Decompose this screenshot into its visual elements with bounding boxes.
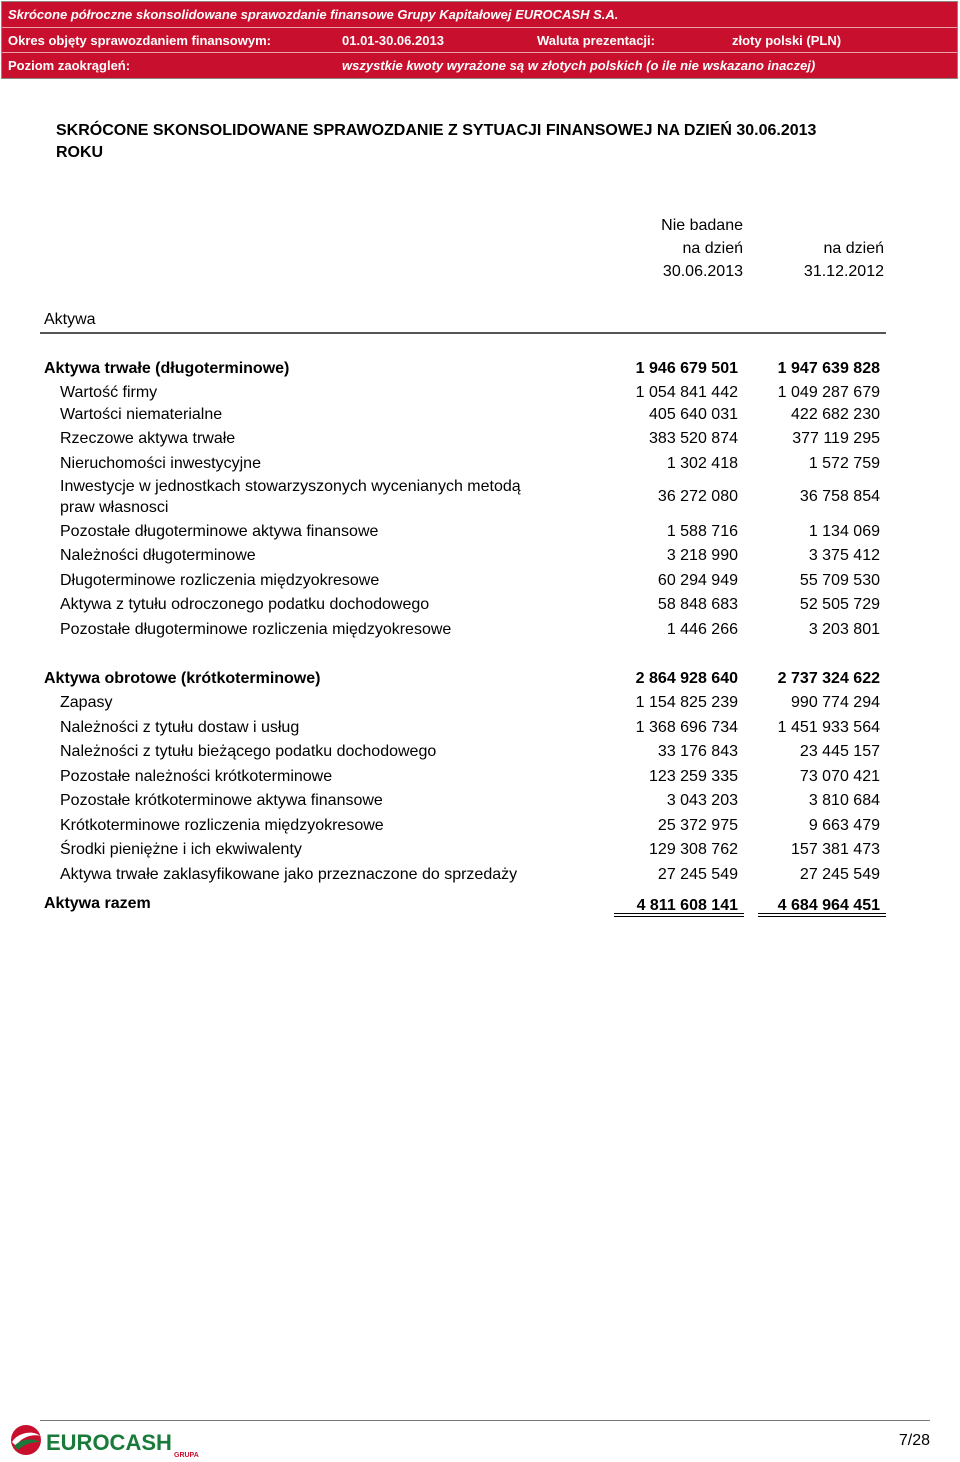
table-row: [0, 406, 960, 430]
row-label: Pozostałe należności krótkoterminowe: [60, 768, 333, 785]
col2-line2: 31.12.2012: [803, 263, 884, 280]
value-prior: 990 774 294: [791, 694, 880, 711]
value-current: 383 520 874: [649, 430, 738, 447]
header-line-rounding: [2, 52, 957, 78]
table-row: [0, 719, 960, 743]
row-label: Aktywa z tytułu odroczonego podatku dochodowego: [60, 596, 430, 613]
value-current: 1 302 418: [666, 455, 738, 472]
value-prior: 23 445 157: [799, 743, 880, 760]
value-prior: 4 684 964 451: [777, 897, 880, 914]
row-label: Pozostałe krótkoterminowe aktywa finansowe: [60, 792, 383, 809]
value-prior: 1 947 639 828: [777, 360, 880, 377]
value-prior: 9 663 479: [808, 817, 880, 834]
page-number: 7/28: [898, 1432, 930, 1449]
value-prior: 73 070 421: [799, 768, 880, 785]
value-current: 33 176 843: [657, 743, 738, 760]
row-label: Wartość firmy: [60, 384, 158, 401]
value-current: 3 043 203: [666, 792, 738, 809]
value-prior: 3 810 684: [808, 792, 880, 809]
value-current: 123 259 335: [649, 768, 738, 785]
logo-text: EUROCASH: [46, 1430, 172, 1455]
row-label: Długoterminowe rozliczenia międzyokresowe: [60, 572, 380, 589]
column-header-current: [661, 214, 743, 283]
table-row: [0, 841, 960, 865]
value-current: 27 245 549: [657, 866, 738, 883]
table-row: [0, 792, 960, 816]
row-label: Zapasy: [60, 694, 113, 711]
value-current: 1 368 696 734: [635, 719, 738, 736]
total-underline: [614, 913, 744, 914]
table-row: [0, 384, 960, 408]
row-label: Wartości niematerialne: [60, 406, 223, 423]
row-label: Nieruchomości inwestycyjne: [60, 455, 261, 472]
period-label: Okres objęty sprawozdaniem finansowym:: [8, 33, 271, 48]
row-label: Należności z tytułu dostaw i usług: [60, 719, 300, 736]
row-label: Należności z tytułu bieżącego podatku dochodowego: [60, 743, 437, 760]
value-prior: 1 049 287 679: [777, 384, 880, 401]
row-label: Aktywa trwałe zaklasyfikowane jako przeznaczone do sprzedaży: [60, 866, 518, 883]
row-label: Krótkoterminowe rozliczenia międzyokresowe: [60, 817, 384, 834]
row-label: Inwestycje w jednostkach stowarzyszonych wycenianych metodą: [60, 478, 521, 495]
value-current: 1 446 266: [666, 621, 738, 638]
table-row: [0, 670, 960, 694]
row-label: Środki pieniężne i ich ekwiwalenty: [60, 841, 302, 858]
value-current: 1 588 716: [666, 523, 738, 540]
document-header: [1, 1, 958, 79]
value-prior: 36 758 854: [799, 488, 880, 505]
col1-line2: na dzień: [682, 240, 743, 257]
logo-mark-icon: [11, 1425, 41, 1455]
value-current: 1 946 679 501: [635, 360, 738, 377]
row-label: Pozostałe długoterminowe aktywa finansowe: [60, 523, 379, 540]
column-header-prior: [804, 237, 884, 283]
eurocash-logo: [6, 1422, 206, 1458]
table-row: [0, 455, 960, 479]
table-row: [0, 572, 960, 596]
row-label: Pozostałe długoterminowe rozliczenia międzyokresowe: [60, 621, 452, 638]
footer-rule: [40, 1420, 930, 1421]
value-current: 405 640 031: [649, 406, 738, 423]
row-label: Aktywa obrotowe (krótkoterminowe): [44, 670, 321, 687]
row-label: Należności długoterminowe: [60, 547, 256, 564]
value-prior: 377 119 295: [792, 430, 880, 447]
section-rule: [40, 332, 886, 334]
table-row: [0, 817, 960, 841]
table-row: [0, 430, 960, 454]
table-row: [0, 768, 960, 792]
table-row: [0, 360, 960, 384]
value-current: 3 218 990: [666, 547, 738, 564]
value-current: 25 372 975: [657, 817, 738, 834]
value-current: 36 272 080: [657, 488, 738, 505]
table-row: [0, 523, 960, 547]
value-prior: 52 505 729: [799, 596, 880, 613]
row-label: Aktywa razem: [44, 895, 151, 912]
currency-value: złoty polski (PLN): [732, 33, 842, 48]
value-prior: 1 572 759: [808, 455, 880, 472]
value-prior: 3 203 801: [808, 621, 880, 638]
title-line-1: SKRÓCONE SKONSOLIDOWANE SPRAWOZDANIE Z SYTUACJI FINANSOWEJ NA DZIEŃ 30.06.2013: [56, 122, 817, 139]
value-current: 58 848 683: [657, 596, 738, 613]
value-prior: 1 451 933 564: [777, 719, 880, 736]
table-row: [0, 547, 960, 571]
title-line-2: ROKU: [56, 144, 104, 161]
value-current: 129 308 762: [649, 841, 738, 858]
rounding-label: Poziom zaokrągleń:: [8, 58, 131, 73]
value-prior: 1 134 069: [808, 523, 880, 540]
header-title: Skrócone półroczne skonsolidowane sprawozdanie finansowe Grupy Kapitałowej EUROCASH S.A.: [8, 7, 619, 22]
table-row: [0, 478, 960, 522]
section-label: Aktywa: [44, 311, 96, 328]
value-prior: 157 381 473: [791, 841, 880, 858]
value-current: 60 294 949: [657, 572, 738, 589]
value-current: 2 864 928 640: [635, 670, 738, 687]
currency-label: Waluta prezentacji:: [537, 33, 655, 48]
col1-line1: Nie badane: [661, 217, 743, 234]
table-row: [0, 694, 960, 718]
header-line-period: [2, 27, 957, 53]
value-prior: 3 375 412: [808, 547, 880, 564]
table-row: [0, 621, 960, 645]
value-prior: 422 682 230: [791, 406, 880, 423]
col2-line1: na dzień: [823, 240, 884, 257]
total-underline: [758, 913, 886, 914]
total-underline: [614, 916, 744, 917]
value-current: 1 054 841 442: [635, 384, 738, 401]
table-row: [0, 596, 960, 620]
rounding-value: wszystkie kwoty wyrażone są w złotych polskich (o ile nie wskazano inaczej): [342, 58, 816, 73]
value-current: 1 154 825 239: [635, 694, 738, 711]
value-prior: 2 737 324 622: [777, 670, 880, 687]
total-underline: [758, 916, 886, 917]
period-value: 01.01-30.06.2013: [342, 33, 444, 48]
table-row: [0, 866, 960, 890]
value-prior: 55 709 530: [799, 572, 880, 589]
table-row: [0, 743, 960, 767]
row-label-cont: praw własnosci: [60, 499, 169, 516]
page-title: [56, 120, 816, 164]
value-prior: 27 245 549: [799, 866, 880, 883]
logo-subtext: GRUPA: [174, 1452, 199, 1458]
col1-line3: 30.06.2013: [662, 263, 743, 280]
row-label: Aktywa trwałe (długoterminowe): [44, 360, 290, 377]
row-label: Rzeczowe aktywa trwałe: [60, 430, 236, 447]
header-line-title: [2, 2, 957, 27]
value-current: 4 811 608 141: [636, 897, 738, 914]
